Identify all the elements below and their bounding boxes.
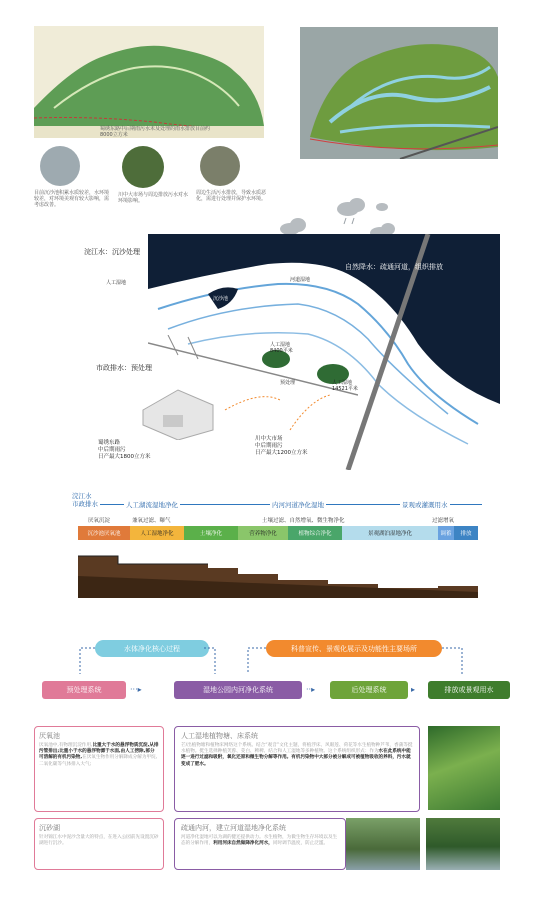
label-municipal: 市政排水：预处理 [96, 364, 152, 372]
card-river [174, 818, 346, 870]
stage-storage: 调蓄 [438, 526, 454, 540]
stage-sediment-anaerobic: 沉沙池厌氧池 [78, 526, 130, 540]
process-sub-4: 过滤增氧 [432, 518, 455, 524]
step-pretreatment[interactable]: 预处理系统 [42, 681, 126, 699]
card-sediment [34, 818, 164, 870]
card-sediment-text: 针对锦江水中泥沙含量大的特点，在进入公园前先设置沉砂湖进行沉沙。 [39, 835, 159, 847]
card-wetland-title: 人工湿地植物塘、床系统 [181, 732, 258, 740]
stage-plant: 植物综合净化 [288, 526, 342, 540]
process-left-title: 浣江水 市政排水 [72, 492, 98, 508]
stage-discharge: 排放 [454, 526, 478, 540]
process-sub-3: 土壤过滤、自然增氧、微生物净化 [262, 518, 345, 524]
label-pretreat: 预处理 [280, 380, 296, 386]
card-anaerobic-bold: 比重大于水的悬浮物质沉淀,从排污管排出;比重小于水的悬浮物漂于水面,由人工捞除,部分可溶解的有机污染物, [39, 743, 159, 761]
promo-pill: 科普宣传、景观化展示及功能性主要场所 [266, 640, 442, 657]
card-river-text [181, 835, 341, 847]
aerial-render [300, 27, 498, 159]
card-river-text-1: 河道净化湿地可以为湖的健还提供动力。水生植物，为微生物生存环境以及生态的分解作用， [181, 835, 338, 847]
card-river-title: 疏通内河，建立河道湿地净化系统 [181, 824, 286, 832]
step-post-treatment[interactable]: 后处理系统 [330, 681, 408, 699]
stage-landscape-lake: 景观湖泊湿地净化 [342, 526, 438, 540]
site-photo-1 [40, 146, 80, 186]
card-wetland-bold: 水在此系统中能逐一进行过滤和吸附，氧化还原和微生物分解等作用。有机污染物中大部分被分解成可被植物吸收的养料，污水就变成了肥水。 [181, 749, 411, 767]
core-process-pill: 水体净化核心过程 [95, 640, 209, 657]
label-jinjiang: 浣江水：沉沙处理 [84, 248, 140, 256]
card-anaerobic [34, 726, 164, 812]
top-map-panel [34, 26, 264, 138]
photo-water-plants [428, 726, 500, 810]
process-group-2: 内河河道净化湿地 [272, 501, 324, 509]
card-anaerobic-text-2: 在厌氧生物作用分解降成分解为甲烷,二氧化碳等气体排入大气; [39, 755, 158, 767]
site-photo-3 [200, 146, 240, 186]
card-wetland-text [181, 743, 413, 768]
stage-nutrient: 营养物净化 [238, 526, 288, 540]
top-map-annotation: 蜀绣东路中后期雨污水未及处理的雨水排放目前约8000立方米 [100, 126, 211, 138]
card-river-bold: 利用河床自然做降净化河水， [213, 841, 273, 847]
photo-caption-2: 川中大市场与周边排放污水对水环境影响。 [118, 192, 189, 204]
photo-river-wetland [346, 818, 420, 870]
card-anaerobic-text [39, 743, 159, 768]
process-sub-1: 厌氧沉淀 [88, 518, 111, 524]
stage-soil: 土壤净化 [184, 526, 238, 540]
label-wetland-1: 人工湿地 [106, 280, 127, 286]
top-map-shape [34, 26, 264, 138]
card-wetland-text-1: 芒/出植物塘和植物床网络这个系统。结合“观音”文化主题，将植浮床、风眼莲、荷花等水生植物种芦苇，香蒲等挺水植物。挺生选择种植芙蓉、茭白、稗稗、结合和人工湿地等多种植物。这个系统组织形式：作为 [181, 743, 413, 755]
terrain-section [78, 546, 478, 598]
orange-flow-arrows [220, 380, 340, 440]
photo-caption-3: 周边生活污水排放，导致水质恶化，需进行处理并保护水环境。 [196, 190, 267, 202]
photo-lake [426, 818, 500, 870]
card-wetland [174, 726, 420, 812]
site-photo-2 [122, 146, 164, 188]
card-anaerobic-text-1: 厌氧池中,有物理沉淀作用, [39, 743, 93, 748]
process-group-1: 人工湖流湿地净化 [126, 501, 178, 509]
flow-arrow-1: ···▸ [130, 685, 142, 694]
label-wetland-2: 人工湿地 8400平米 [270, 342, 293, 354]
label-shujiu: 蜀绣东路 中后期雨污 日产最大1800立方米 [98, 440, 151, 460]
label-natural-rain: 自然降水：疏通河道，组织排放 [345, 263, 443, 271]
process-stage-row [78, 526, 478, 540]
label-wetland-3: 人工湿地 14521平米 [332, 380, 358, 392]
process-sub-2: 兼氧过滤、曝气 [132, 518, 171, 524]
card-sediment-title: 沉砂湖 [39, 824, 60, 832]
photo-caption-1: 目前沉沙池积累水质较差，水环境较差，对环境美观有较大影响，需考虑改善。 [34, 190, 110, 208]
card-river-text-2: 同时调节温度，防止泛滥。 [272, 841, 329, 847]
label-sediment: 沉沙池 [213, 296, 229, 302]
flow-arrow-2: ··▸ [306, 685, 316, 694]
aerial-render-shape [300, 27, 498, 159]
step-discharge[interactable]: 排放或景观用水 [428, 681, 510, 699]
pretreatment-building [138, 380, 218, 440]
card-anaerobic-title: 厌氧池 [39, 732, 60, 740]
label-river-wetland: 河道湿地 [290, 277, 311, 283]
flow-arrow-3: ▸ [411, 685, 416, 694]
step-wetland-river[interactable]: 湿地公园内河净化系统 [174, 681, 302, 699]
process-group-3: 景观或灌溉用水 [402, 501, 448, 509]
stage-wetland: 人工湿地净化 [130, 526, 184, 540]
label-chuanzhong: 川中大市场 中后期雨污 日产最大1200立方米 [255, 436, 308, 456]
